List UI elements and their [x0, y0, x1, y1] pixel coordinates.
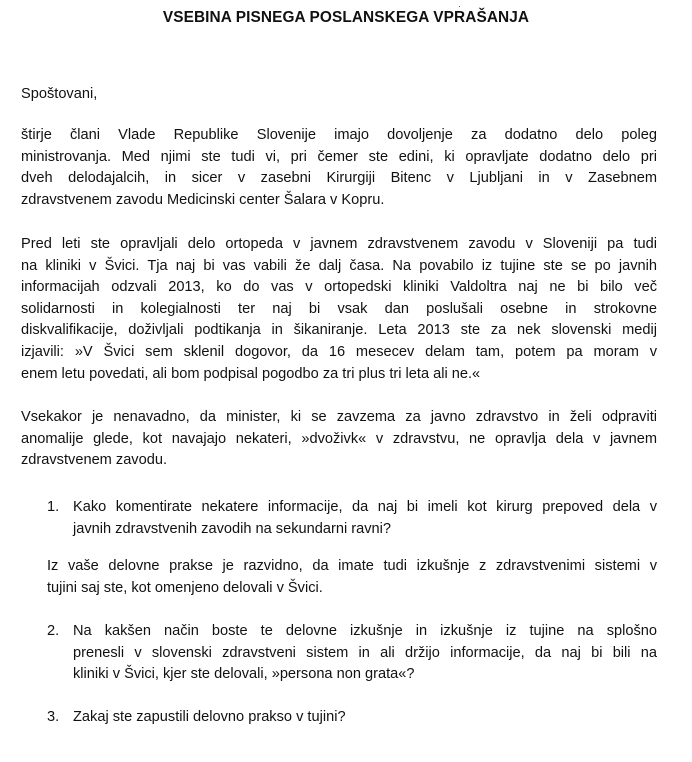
context-note — [47, 556, 657, 599]
paragraph-line: Pred leti ste opravljali delo ortopeda v javnem zdravstvenem zavodu v Sloveniji pa tudi — [21, 236, 657, 252]
paragraph-line: anomalije glede, kot navajajo nekateri, »dvoživk« v zdravstvu, ne opravlja dela v javnem — [21, 430, 657, 447]
question-number: 3. — [47, 709, 60, 725]
paragraph-line: zdravstvenem zavodu. — [21, 452, 168, 469]
paragraph-line: solidarnosti in kolegialnosti ter naj bi vsak dan poslušali osebne in strokovne — [21, 300, 657, 317]
greeting-text: Spoštovani, — [21, 86, 98, 102]
question-line: prenesli v slovenski zdravstveni sistem in ali držijo informacije, da naj bi bili na — [73, 644, 657, 661]
question-line: javnih zdravstvenih zavodih na sekundarni ravni? — [73, 520, 392, 537]
document-title: VSEBINA PISNEGA POSLANSKEGA VPRAŠANJA — [162, 9, 530, 26]
paragraph-line: izjavili: »V Švici sem sklenil dogovor, da 16 mesecev delam tam, potem pa moram v — [21, 343, 657, 360]
question-line: Na kakšen način boste te delovne izkušnje in izkušnje iz tujine na splošno — [73, 623, 657, 639]
paragraph-line: na kliniki v Švici. Tja naj bi vas vabili že dalj časa. Na povabilo iz tujine ste se po javnih — [21, 257, 657, 274]
note-line: Iz vaše delovne prakse je razvidno, da imate tudi izkušnje z zdravstvenimi sistemi v — [47, 558, 657, 574]
question-text — [73, 707, 657, 729]
question-text — [73, 497, 657, 540]
paragraph-line: informacijah odzvali 2013, ko do vas v ortopedski kliniki Valdoltra naj ne bi bilo več — [21, 279, 657, 296]
note-line: tujini saj ste, kot omenjeno delovali v Švici. — [47, 579, 323, 596]
greeting — [21, 84, 657, 106]
question-number: 1. — [47, 499, 60, 515]
paragraph-line: ministrovanja. Med njimi ste tudi vi, pri čemer ste edini, ki opravljate dodatno delo pri — [21, 148, 657, 165]
paragraph-line: Vsekakor je nenavadno, da minister, ki se zavzema za javno zdravstvo in želi odpraviti — [21, 409, 657, 425]
question-line: Zakaj ste zapustili delovno prakso v tujini? — [73, 709, 346, 725]
paragraph-1 — [21, 125, 657, 211]
paragraph-3 — [21, 407, 657, 472]
paragraph-2 — [21, 234, 657, 385]
question-number: 2. — [47, 623, 60, 639]
question-line: kliniki v Švici, kjer ste delovali, »persona non grata«? — [73, 666, 415, 683]
paragraph-line: enem letu povedati, ali bom podpisal pogodbo za tri plus tri leta ali ne.« — [21, 365, 481, 382]
paragraph-line: diskvalifikacije, doživljali podtikanja in šikaniranje. Leta 2013 ste za nek slovenski medij — [21, 322, 657, 339]
scan-mark: · — [458, 1, 461, 11]
paragraph-line: štirje člani Vlade Republike Slovenije imajo dovoljenje za dodatno delo poleg — [21, 127, 657, 143]
paragraph-line: zdravstvenem zavodu Medicinski center Šalara v Kopru. — [21, 191, 385, 208]
paragraph-line: dveh delodajalcih, in sicer v zasebni Kirurgiji Bitenc v Ljubljani in v Zasebnem — [21, 170, 657, 187]
question-text — [73, 621, 657, 686]
question-line: Kako komentirate nekatere informacije, da naj bi imeli kot kirurg prepoved dela v — [73, 499, 657, 515]
